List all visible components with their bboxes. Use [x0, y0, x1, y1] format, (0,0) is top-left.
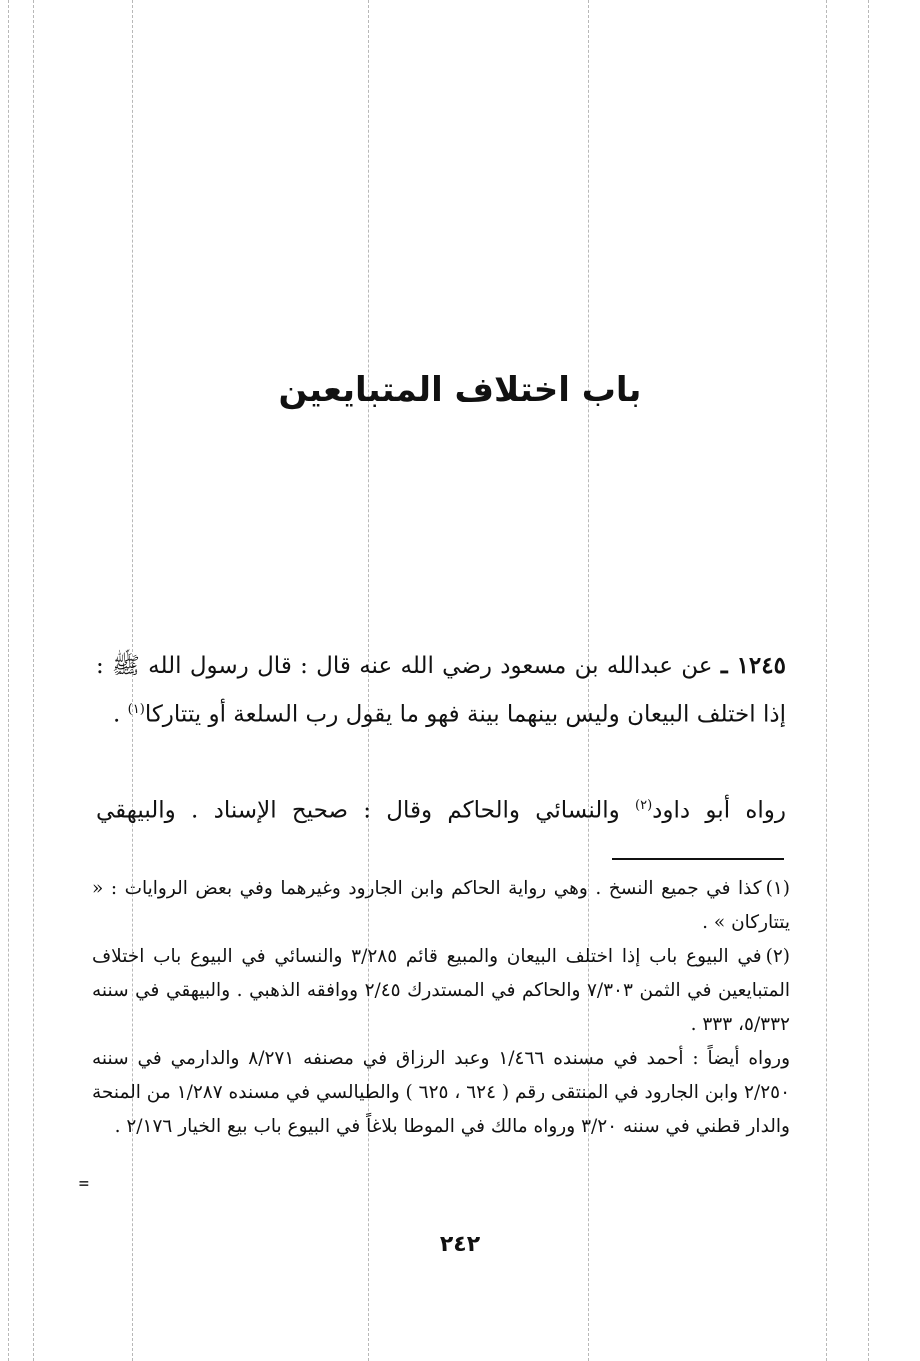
footnote-text: كذا في جميع النسخ . وهي رواية الحاكم وابن الجارود وغيرهما وفي بعض الروايات : « يتتاركان » . — [92, 878, 790, 933]
scan-guide-line — [868, 0, 869, 1361]
references-paragraph — [96, 786, 786, 831]
footnote-separator — [612, 858, 784, 860]
footnote-text: في البيوع باب إذا اختلف البيعان والمبيع قائم ٣/٢٨٥ والنسائي في البيوع باب اختلاف المتبايعين في الثمن ٧/٣٠٣ والحاكم في المستدرك ٢/٤٥ ووافقه الذهبي . والبيهقي في سننه ٥/٣٣٢، ٣٣٣ . — [92, 946, 790, 1035]
scan-guide-line — [33, 0, 34, 1361]
hadith-end: . — [113, 701, 128, 728]
hadith-number: ١٢٤٥ ـ — [720, 652, 786, 679]
footnote-marker: (١) — [765, 878, 790, 899]
footnote-1 — [92, 872, 790, 940]
footnote-2-continuation: ورواه أيضاً : أحمد في مسنده ١/٤٦٦ وعبد الرزاق في مصنفه ٨/٢٧١ والدارمي في سننه ٢/٢٥٠ وابن الجارود في المنتقى رقم ( ٦٢٤ ، ٦٢٥ ) والطيالسي في مسنده ١/٢٨٧ من المنحة والدار قطني في سننه ٣/٢٠ ورواه مالك في الموطا بلاغاً في البيوع باب بيع الخيار ٢/١٧٦ . — [92, 1048, 791, 1137]
scan-guide-line — [8, 0, 9, 1361]
footnote-ref-2: (٢) — [635, 798, 653, 813]
references-part2: والنسائي والحاكم وقال : صحيح الإسناد . والبيهقي — [96, 797, 636, 824]
footnote-marker: (٢) — [765, 946, 790, 967]
footnote-2 — [92, 940, 790, 1042]
hadith-text: عن عبدالله بن مسعود رضي الله عنه قال : قال رسول الله ﷺ : إذا اختلف البيعان وليس بينهما بينة فهو ما يقول رب السلعة أو يتتاركا — [96, 653, 786, 728]
footnote-ref-1: (١) — [127, 702, 145, 717]
margin-mark: = — [78, 1176, 90, 1192]
references-part1: رواه أبو داود — [652, 797, 786, 824]
footnotes-section — [92, 872, 790, 1144]
chapter-title: باب اختلاف المتبايعين — [278, 370, 642, 410]
scan-guide-line — [826, 0, 827, 1361]
hadith-paragraph — [96, 644, 786, 737]
page-number: ٢٤٢ — [439, 1232, 481, 1257]
